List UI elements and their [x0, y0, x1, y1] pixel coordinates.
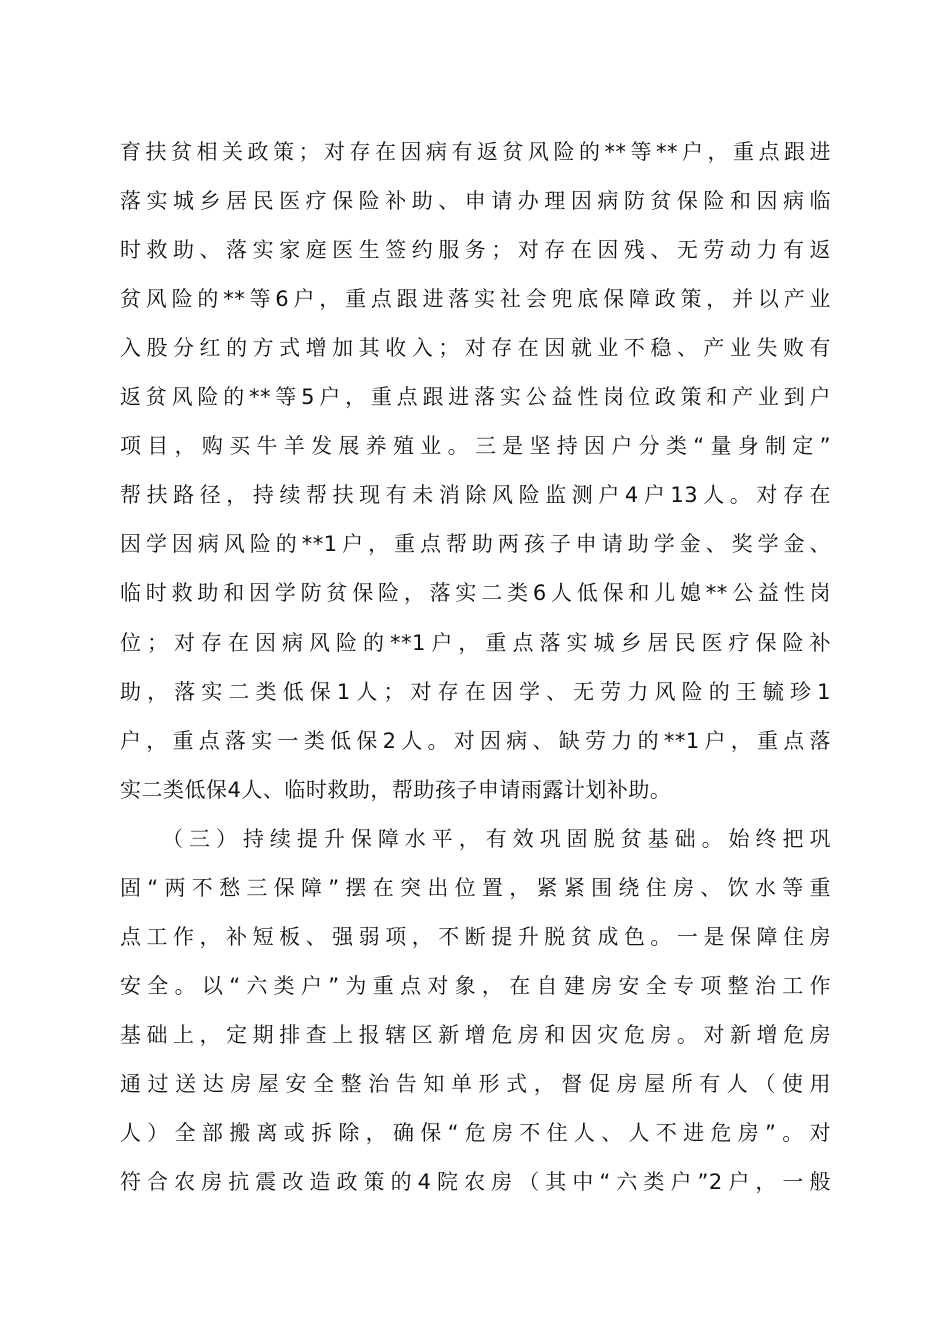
text-line: 户，重点落实一类低保2人。对因病、缺劳力的**1户，重点落 — [120, 729, 831, 753]
text-line: 助，落实二类低保1人；对存在因学、无劳力风险的王毓珍1 — [120, 680, 831, 704]
text-line: 返贫风险的**等5户，重点跟进落实公益性岗位政策和产业到户 — [120, 385, 831, 409]
text-line: 育扶贫相关政策；对存在因病有返贫风险的**等**户，重点跟进 — [120, 140, 831, 164]
text-line: 位；对存在因病风险的**1户，重点落实城乡居民医疗保险补 — [120, 631, 831, 655]
section-heading-line: （三）持续提升保障水平，有效巩固脱贫基础。始终把巩 — [162, 827, 831, 851]
text-line: 实二类低保4人、临时救助，帮助孩子申请雨露计划补助。 — [120, 778, 672, 802]
text-line: 落实城乡居民医疗保险补助、申请办理因病防贫保险和因病临 — [120, 189, 831, 213]
text-line: 贫风险的**等6户，重点跟进落实社会兜底保障政策，并以产业 — [120, 287, 831, 311]
text-line: 因学因病风险的**1户，重点帮助两孩子申请助学金、奖学金、 — [120, 532, 831, 556]
text-line: 帮扶路径，持续帮扶现有未消除风险监测户4户13人。对存在 — [120, 483, 831, 507]
text-line: 点工作，补短板、强弱项，不断提升脱贫成色。一是保障住房 — [120, 925, 831, 949]
text-line: 基础上，定期排查上报辖区新增危房和因灾危房。对新增危房 — [120, 1023, 831, 1047]
text-line: 固“两不愁三保障”摆在突出位置，紧紧围绕住房、饮水等重 — [120, 876, 831, 900]
text-line: 安全。以“六类户”为重点对象，在自建房安全专项整治工作 — [120, 974, 831, 998]
text-line: 入股分红的方式增加其收入；对存在因就业不稳、产业失败有 — [120, 336, 831, 360]
text-line: 时救助、落实家庭医生签约服务；对存在因残、无劳动力有返 — [120, 238, 831, 262]
text-line: 临时救助和因学防贫保险，落实二类6人低保和儿媳**公益性岗 — [120, 581, 831, 605]
text-line: 通过送达房屋安全整治告知单形式，督促房屋所有人（使用 — [120, 1072, 831, 1096]
text-line: 符合农房抗震改造政策的4院农房（其中“六类户”2户，一般 — [120, 1170, 831, 1194]
text-line: 项目，购买牛羊发展养殖业。三是坚持因户分类“量身制定” — [120, 434, 831, 458]
text-line: 人）全部搬离或拆除，确保“危房不住人、人不进危房”。对 — [120, 1121, 831, 1145]
